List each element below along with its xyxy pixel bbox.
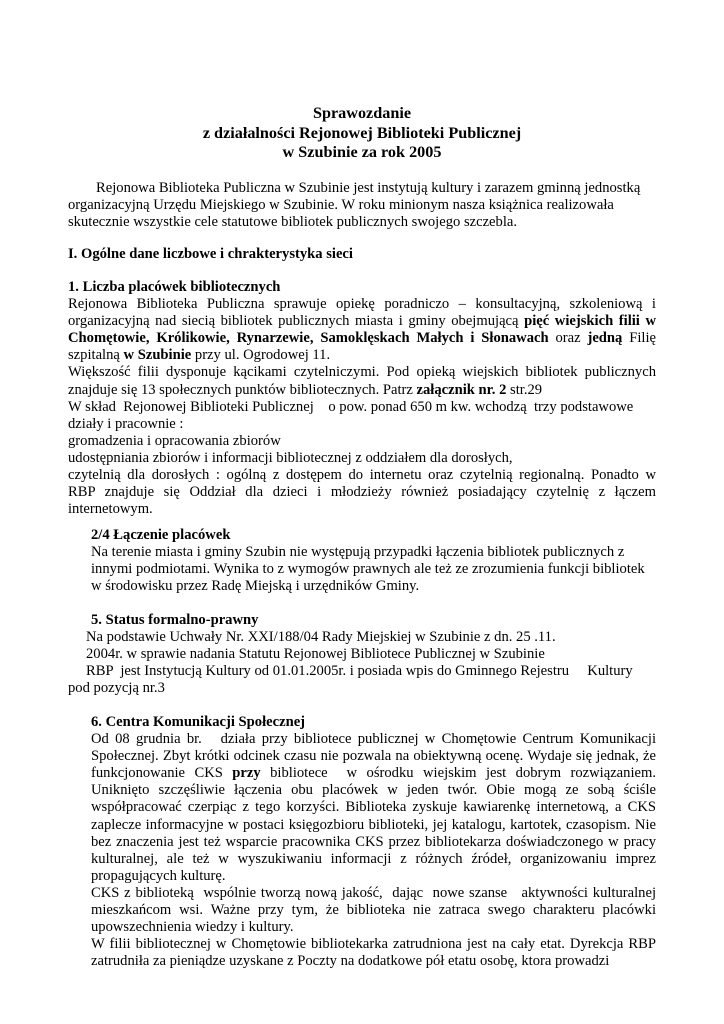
paragraph-line: zaplecze informacyjne w postaci księgozbioru biblioteki, jej katalogu, kartotek, czasopism. Nie	[91, 816, 656, 833]
paragraph-line: CKS z biblioteką wspólnie tworzą nową jakość, dając nowe szanse aktywności kulturalnej	[91, 884, 656, 901]
paragraph-line: Większość filii dysponuje kącikami czytelniczymi. Pod opieką wiejskich bibliotek publicznych	[68, 364, 656, 381]
paragraph-line: pod pozycją nr.3	[68, 680, 165, 697]
document-title	[0, 104, 724, 163]
paragraph-line: gromadzenia i opracowania zbiorów	[68, 432, 281, 449]
paragraph-line: działy i pracownie :	[68, 415, 184, 432]
paragraph-line: bez znaczenia jest też wsparcie pracownika CKS przez bibliotekarza doświadczonego w pracy	[91, 833, 656, 850]
paragraph-line: znajduje się 13 społecznych punktów bibliotecznych. Patrz załącznik nr. 2 str.29	[68, 381, 543, 398]
paragraph-line: 2004r. w sprawie nadania Statutu Rejonowej Bibliotece Publicznej w Szubinie	[86, 646, 545, 663]
paragraph-line: upowszechnienia wiedzy i kultury.	[91, 919, 294, 936]
title-line-3: w Szubinie za rok 2005	[282, 143, 442, 161]
paragraph-line: internetowym.	[68, 501, 153, 518]
paragraph-line: organizacyjną nad siecią bibliotek publicznych miasta i gminy obejmującą pięć wiejskich filii w	[68, 313, 656, 330]
intro-line: organizacyjną Urzędu Miejskiego w Szubinie. W roku minionym nasza książnica realizowała	[68, 197, 614, 214]
paragraph-line: mieszkańcom wsi. Ważne przy tym, że biblioteka nie zatraca swego charakteru placówki	[91, 902, 656, 919]
paragraph-line: w środowisku przez Radę Miejską i urzędników Gminy.	[91, 578, 420, 595]
intro-paragraph	[68, 180, 656, 231]
paragraph-line: W skład Rejonowej Biblioteki Publicznej o pow. ponad 650 m kw. wchodzą trzy podstawowe	[68, 398, 634, 415]
paragraph-line: współpracować czerpiąc z tego korzyści. Biblioteka zyskuje kawiarenkę internetową, a CKS	[91, 799, 656, 816]
subsection-1-heading: 1. Liczba placówek bibliotecznych	[68, 279, 281, 295]
paragraph-line: Społecznej. Zbyt krótki odcinek czasu nie pozwala na obiektywną ocenę. Wydaje się jednak, że	[91, 748, 656, 765]
section-1-heading: I. Ogólne dane liczbowe i chrakterystyka sieci	[68, 246, 353, 262]
subsection-2-4	[91, 527, 651, 595]
paragraph-line: Na terenie miasta i gminy Szubin nie występują przypadki łączenia bibliotek publicznych z	[91, 544, 625, 561]
paragraph-line: RBP jest Instytucją Kultury od 01.01.2005r. i posiada wpis do Gminnego Rejestru Kultury	[86, 663, 633, 680]
intro-line: skutecznie wszystkie cele statutowe bibliotek publicznych swojego szczebla.	[68, 214, 518, 231]
paragraph-line: funkcjonowanie CKS przy bibliotece w ośrodku wiejskim jest dobrym rozwiązaniem.	[91, 765, 656, 782]
paragraph-line: propagujących kulturę.	[91, 867, 226, 884]
paragraph-line: czytelnią dla dorosłych : ogólną z dostępem do internetu oraz czytelnią regionalną. Ponadto w	[68, 467, 656, 484]
paragraph-line: szpitalną w Szubinie przy ul. Ogrodowej 11.	[68, 347, 331, 364]
paragraph-line: kulturalnej, ale też w wyszukiwaniu informacji z różnych źródeł, organizowaniu imprez	[91, 850, 656, 867]
paragraph-line: udostępniania zbiorów i informacji bibliotecznej z oddziałem dla dorosłych,	[68, 449, 513, 466]
subsection-2-4-heading: 2/4 Łączenie placówek	[91, 527, 231, 543]
paragraph-line: Od 08 grudnia br. działa przy bibliotece publicznej w Chomętowie Centrum Komunikacji	[91, 731, 656, 748]
subsection-6	[91, 714, 656, 970]
paragraph-line: Rejonowa Biblioteka Publiczna sprawuje opiekę poradniczo – konsultacyjną, szkoleniową i	[68, 296, 656, 313]
paragraph-line: Chomętowie, Królikowie, Rynarzewie, Samoklęskach Małych i Słonawach oraz jedną Filię	[68, 330, 656, 347]
subsection-1	[68, 279, 656, 518]
subsection-5-heading: 5. Status formalno-prawny	[91, 612, 259, 628]
paragraph-line: RBP znajduje się Oddział dla dzieci i młodzieży również posiadający czytelnię z łączem	[68, 484, 656, 501]
title-line-2: z działalności Rejonowej Biblioteki Publicznej	[202, 123, 522, 142]
paragraph-line: Na podstawie Uchwały Nr. XXI/188/04 Rady Miejskiej w Szubinie z dn. 25 .11.	[86, 629, 556, 646]
intro-line: Rejonowa Biblioteka Publiczna w Szubinie jest instytują kultury i zarazem gminną jednostką	[96, 180, 641, 196]
subsection-5	[68, 612, 656, 697]
title-line-1: Sprawozdanie	[312, 104, 412, 122]
paragraph-line: zatrudniła za pieniądze uzyskane z Poczty na dodatkowe pół etatu osobę, ktora prowadzi	[91, 953, 610, 970]
paragraph-line: Uniknięto szczęśliwie łączenia obu placówek w jeden twór. Obie mogą ze sobą ściśle	[91, 782, 656, 799]
subsection-6-heading: 6. Centra Komunikacji Społecznej	[91, 714, 306, 730]
paragraph-line: W filii bibliotecznej w Chomętowie bibliotekarka zatrudniona jest na cały etat. Dyrekcja RBP	[91, 936, 656, 953]
paragraph-line: innymi podmiotami. Wynika to z wymogów prawnych ale też ze zrozumienia funkcji bibliotek	[91, 561, 645, 578]
